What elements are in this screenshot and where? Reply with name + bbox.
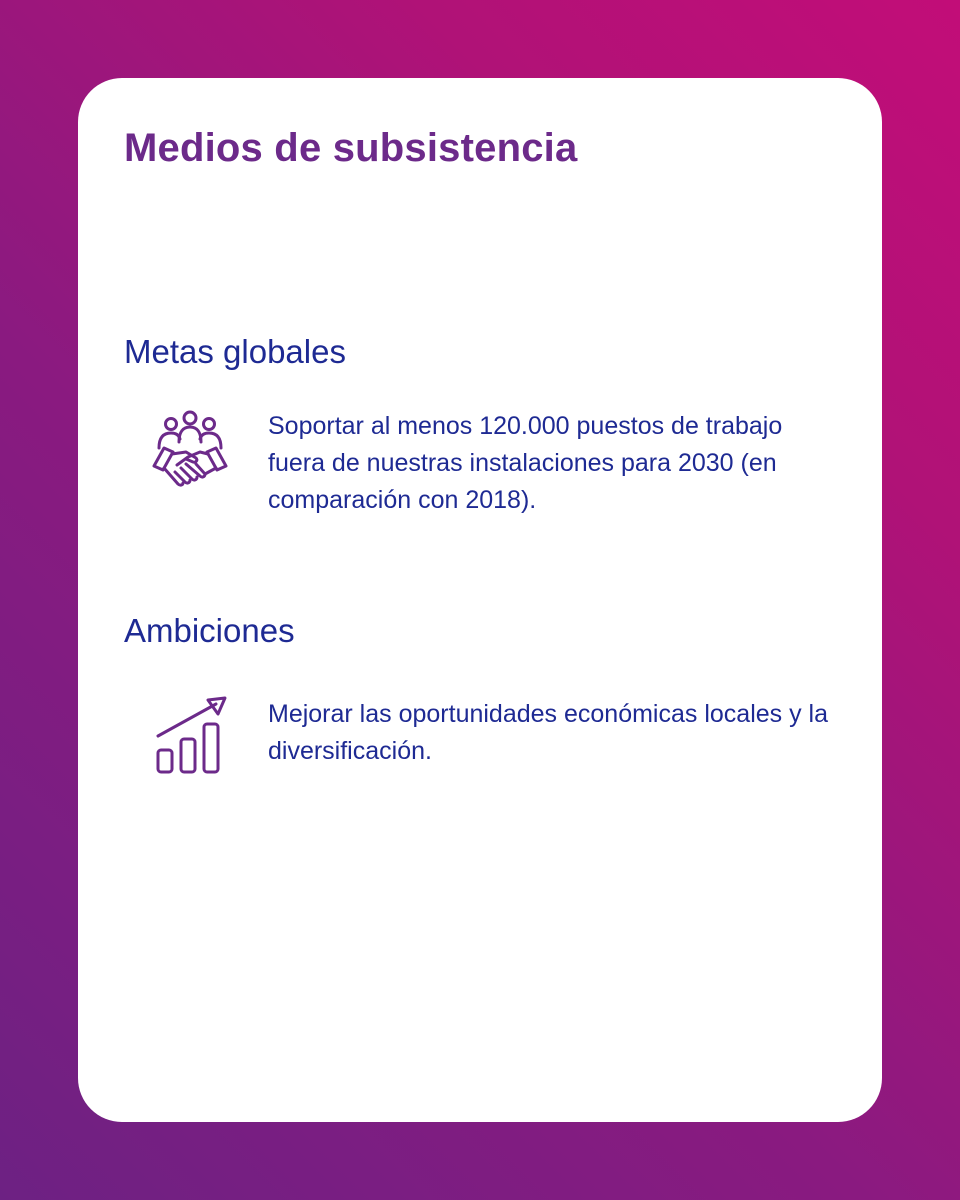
goals-heading: Metas globales [124, 333, 346, 370]
page-title: Medios de subsistencia [124, 126, 578, 170]
ambitions-heading: Ambiciones [124, 612, 295, 649]
goals-text: Soportar al menos 120.000 puestos de trabajo fuera de nuestras instalaciones para 2030 (en comparación con 2018). [268, 412, 783, 514]
content-card [78, 78, 882, 1122]
growth-chart-icon [150, 696, 230, 786]
ambitions-text: Mejorar las oportunidades económicas locales y la diversificación. [268, 700, 829, 765]
handshake-team-icon [150, 408, 230, 498]
